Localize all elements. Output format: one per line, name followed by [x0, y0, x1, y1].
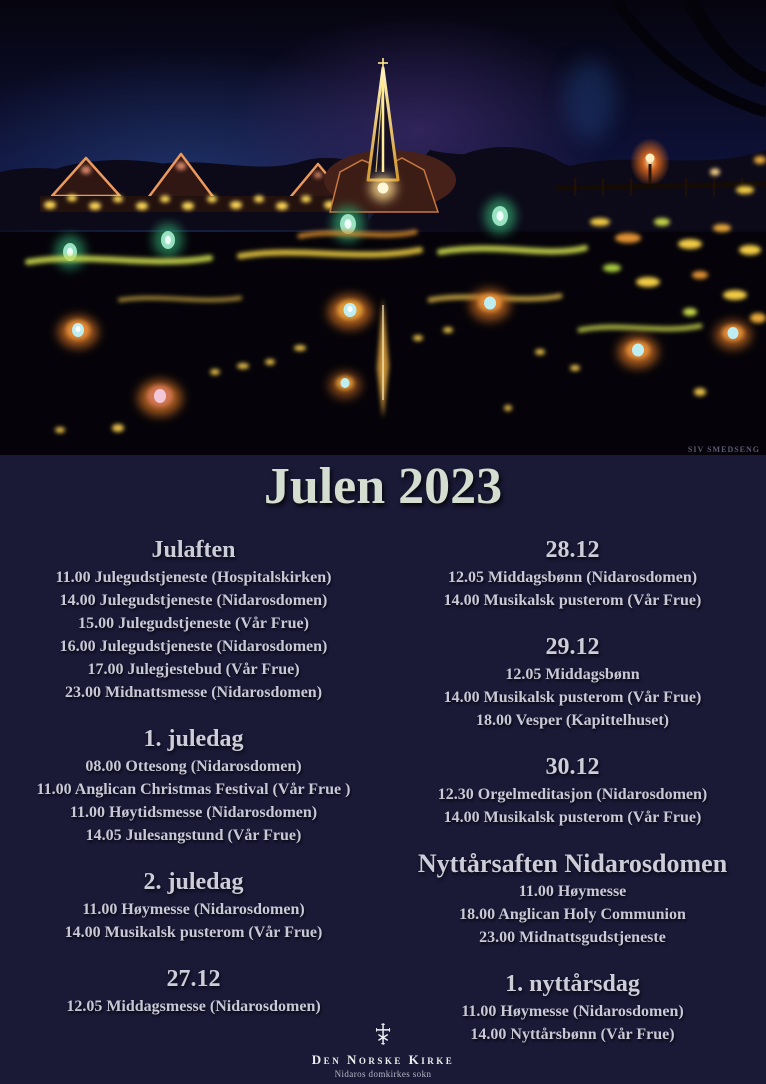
event-line: 11.00 Anglican Christmas Festival (Vår Frue )	[36, 781, 351, 798]
event-line: 12.05 Middagsbønn	[505, 666, 640, 683]
section-heading: Julaften	[151, 537, 236, 563]
event-line: 11.00 Høymesse (Nidarosdomen)	[461, 1003, 684, 1020]
event-line: 11.00 Høytidsmesse (Nidarosdomen)	[69, 804, 318, 821]
event-line: 23.00 Midnattsgudstjeneste	[479, 929, 666, 946]
event-line: 16.00 Julegudstjeneste (Nidarosdomen)	[59, 638, 328, 655]
event-line: 12.05 Middagsmesse (Nidarosdomen)	[66, 998, 321, 1015]
schedule-section	[383, 754, 762, 829]
event-line: 14.00 Musikalsk pusterom (Vår Frue)	[64, 924, 323, 941]
church-cross-icon	[372, 1022, 394, 1046]
parish-name: Nidaros domkirkes sokn	[334, 1069, 432, 1079]
event-line: 08.00 Ottesong (Nidarosdomen)	[85, 758, 302, 775]
schedule-section	[4, 726, 383, 847]
section-heading: Nyttårsaften Nidarosdomen	[417, 849, 728, 878]
event-line: 23.00 Midnattsmesse (Nidarosdomen)	[64, 684, 323, 701]
event-line: 15.00 Julegudstjeneste (Vår Frue)	[78, 615, 309, 632]
schedule-section	[383, 537, 762, 612]
section-heading: 28.12	[545, 537, 600, 563]
schedule-section	[4, 869, 383, 944]
schedule-section	[4, 966, 383, 1018]
section-heading: 27.12	[166, 966, 221, 992]
schedule-section	[383, 634, 762, 732]
event-line: 14.00 Musikalsk pusterom (Vår Frue)	[443, 809, 702, 826]
event-line: 14.00 Julegudstjeneste (Nidarosdomen)	[59, 592, 328, 609]
event-line: 18.00 Vesper (Kapittelhuset)	[475, 712, 670, 729]
event-line: 14.05 Julesangstund (Vår Frue)	[85, 827, 302, 844]
schedule-column-left	[4, 537, 383, 1068]
event-line: 11.00 Høymesse (Nidarosdomen)	[82, 901, 305, 918]
poster-title: Julen 2023	[263, 458, 503, 515]
schedule-section	[4, 537, 383, 704]
section-heading: 2. juledag	[143, 869, 244, 895]
event-line: 18.00 Anglican Holy Communion	[459, 906, 686, 923]
event-line: 14.00 Musikalsk pusterom (Vår Frue)	[443, 592, 702, 609]
organization-name: Den Norske Kirke	[311, 1052, 455, 1067]
night-skyline-illustration	[0, 0, 766, 455]
header-photo	[0, 0, 766, 455]
footer	[0, 1022, 766, 1079]
section-heading: 30.12	[545, 754, 600, 780]
event-line: 12.30 Orgelmeditasjon (Nidarosdomen)	[437, 786, 708, 803]
event-line: 17.00 Julegjestebud (Vår Frue)	[87, 661, 300, 678]
event-line: 11.00 Høymesse	[518, 883, 627, 900]
event-line: 11.00 Julegudstjeneste (Hospitalskirken)	[55, 569, 332, 586]
schedule-column-right	[383, 537, 762, 1068]
event-line: 12.05 Middagsbønn (Nidarosdomen)	[447, 569, 698, 586]
event-line: 14.00 Musikalsk pusterom (Vår Frue)	[443, 689, 702, 706]
event-line: 14.00 Nyttårsbønn (Vår Frue)	[470, 1026, 675, 1043]
schedule	[0, 537, 766, 1068]
section-heading: 1. juledag	[143, 726, 244, 752]
photographer-watermark: SIV SMEDSENG	[687, 445, 760, 454]
section-heading: 29.12	[545, 634, 600, 660]
schedule-section	[383, 851, 762, 949]
section-heading: 1. nyttårsdag	[505, 971, 640, 997]
